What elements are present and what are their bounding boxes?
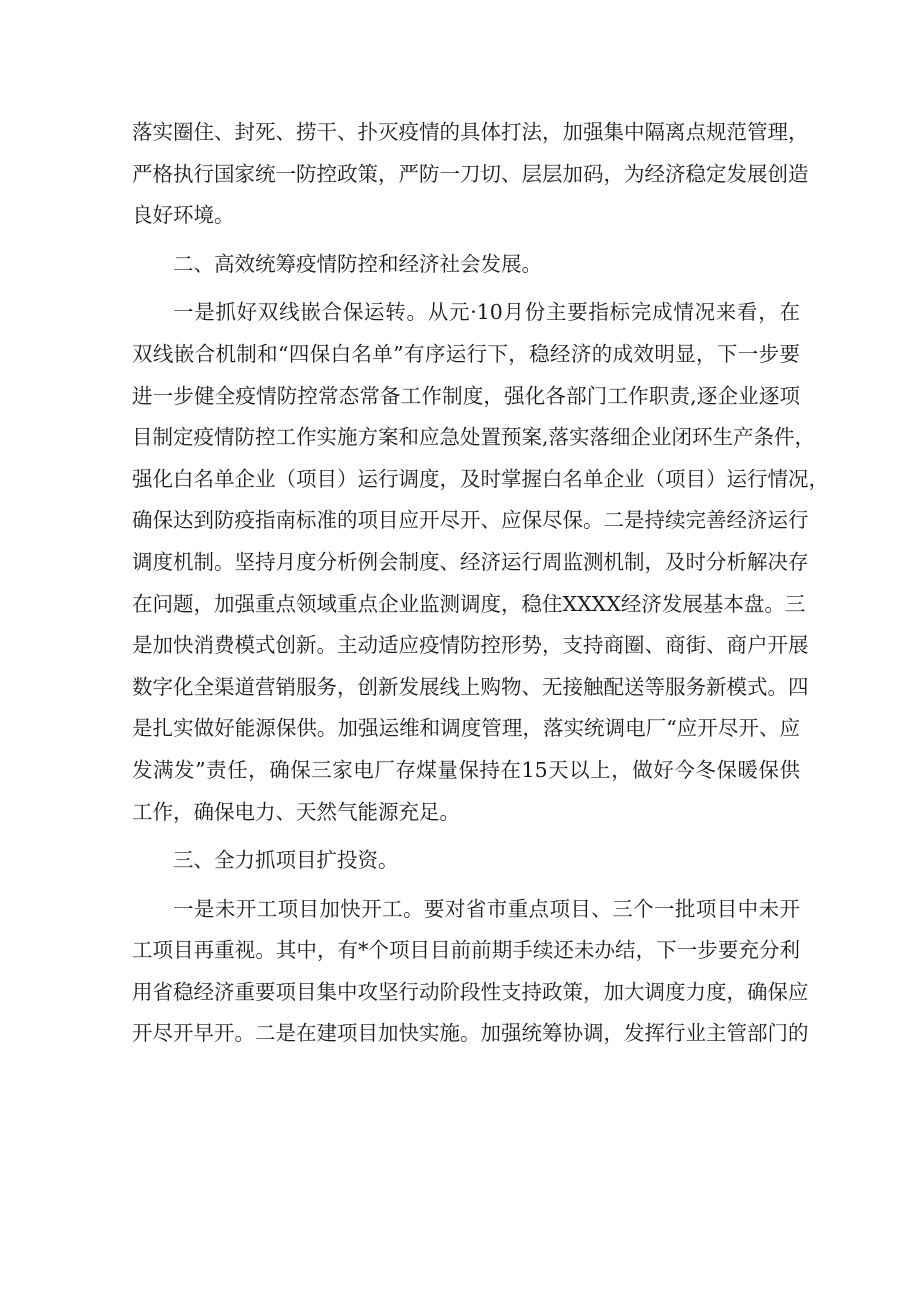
paragraph-line: 在问题，加强重点领域重点企业监测调度，稳住XXXX经济发展基本盘。三 [132, 591, 806, 616]
paragraph-line: 一是未开工项目加快开工。要对省市重点项目、三个一批项目中未开 [173, 896, 800, 921]
paragraph-line: 落实圈住、封死、捞干、扑灭疫情的具体打法，加强集中隔离点规范管理， [132, 120, 809, 144]
paragraph-line: 工项目再重视。其中，有*个项目目前前期手续还未办结，下一步要充分利 [132, 938, 800, 963]
paragraph-1 [132, 112, 809, 237]
paragraph-line: 一是抓好双线嵌合保运转。从元·10月份主要指标完成情况来看，在 [173, 300, 800, 325]
paragraph-line: 目制定疫情防控工作实施方案和应急处置预案,落实落细企业闭环生产条件， [132, 425, 816, 450]
paragraph-line: 严格执行国家统一防控政策，严防一刀切、层层加码，为经济稳定发展创造 [132, 161, 809, 186]
paragraph-line: 是扎实做好能源保供。加强运维和调度管理，落实统调电厂“应开尽开、应 [132, 716, 800, 741]
paragraph-line: 进一步健全疫情防控常态常备工作制度，强化各部门工作职责,逐企业逐项 [132, 383, 800, 408]
paragraph-line: 数字化全渠道营销服务，创新发展线上购物、无接触配送等服务新模式。四 [132, 674, 809, 699]
paragraph-line: 强化白名单企业（项目）运行调度，及时掌握白名单企业（项目）运行情况， [132, 466, 829, 491]
paragraph-line: 调度机制。坚持月度分析例会制度、经济运行周监测机制，及时分析解决存 [132, 549, 809, 574]
paragraph-line: 发满发”责任，确保三家电厂存煤量保持在15天以上，做好今冬保暖保供 [132, 757, 800, 782]
document-body [132, 112, 829, 1055]
paragraph-line: 是加快消费模式创新。主动适应疫情防控形势，支持商圈、商街、商户开展 [132, 633, 809, 658]
section-heading-3: 三、全力抓项目扩投资。 [173, 848, 399, 873]
paragraph-line: 用省稳经济重要项目集中攻坚行动阶段性支持政策，加大调度力度，确保应 [132, 979, 809, 1004]
paragraph-2 [132, 292, 829, 833]
paragraph-line: 双线嵌合机制和“四保白名单”有序运行下，稳经济的成效明显，下一步要 [132, 341, 800, 366]
paragraph-3 [132, 889, 809, 1055]
paragraph-line: 良好环境。 [132, 203, 235, 228]
paragraph-line: 工作，确保电力、天然气能源充足。 [132, 799, 460, 824]
section-heading-2: 二、高效统筹疫情防控和经济社会发展。 [173, 251, 542, 276]
paragraph-line: 确保达到防疫指南标准的项目应开尽开、应保尽保。二是持续完善经济运行 [132, 508, 809, 533]
paragraph-line: 开尽开早开。二是在建项目加快实施。加强统筹协调，发挥行业主管部门的 [132, 1021, 809, 1046]
